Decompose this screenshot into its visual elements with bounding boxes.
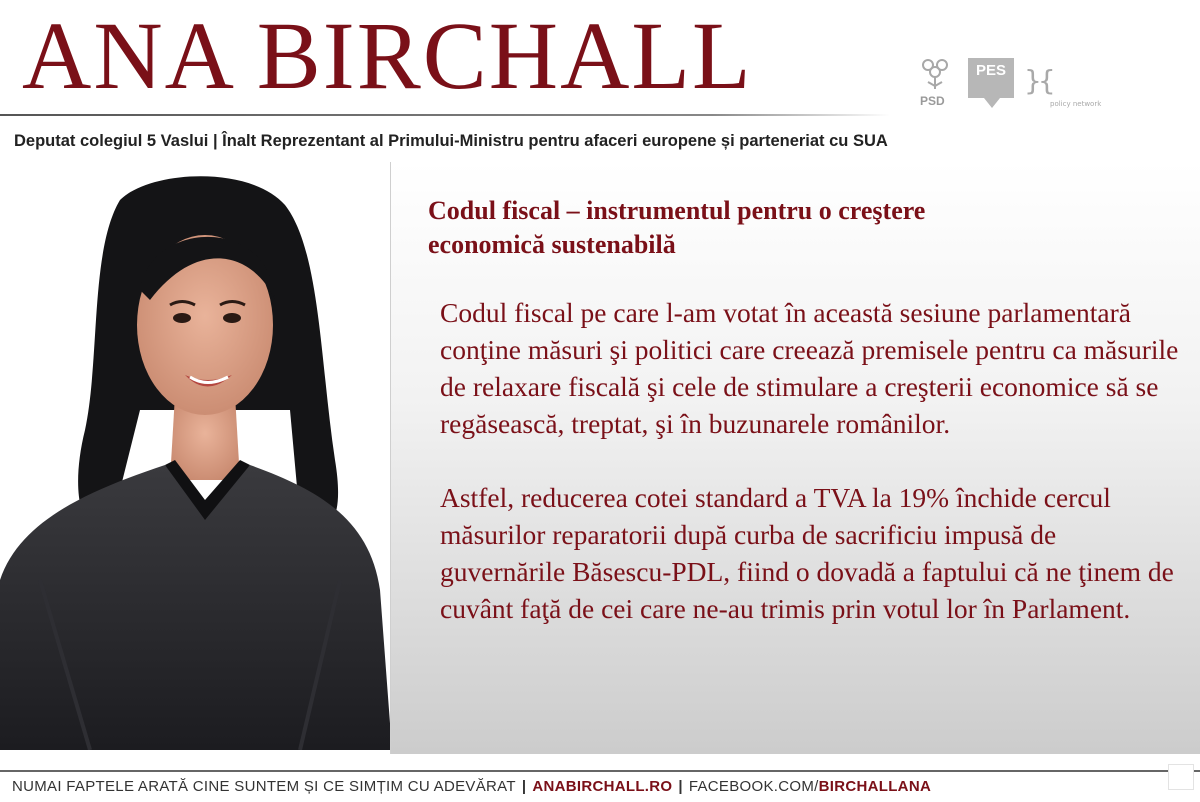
footer-line <box>12 778 931 795</box>
psd-logo <box>912 56 958 114</box>
facebook-link-prefix[interactable]: FACEBOOK.COM/ <box>688 778 819 795</box>
policy-network-logo <box>1024 60 1104 114</box>
article-body <box>440 294 1180 664</box>
header-divider <box>0 114 890 116</box>
portrait-illustration <box>0 160 392 750</box>
policy-network-label: policy network <box>1050 100 1102 108</box>
pes-logo: PES <box>968 58 1014 98</box>
footer-bar <box>0 770 1200 802</box>
footer-separator: | <box>678 778 683 795</box>
psd-logo-label: PSD <box>920 94 945 108</box>
corner-box <box>1168 764 1194 790</box>
party-logos <box>908 56 1108 116</box>
footer-separator: | <box>521 778 527 795</box>
website-link[interactable]: ANABIRCHALL.RO <box>532 778 673 795</box>
facebook-link-handle[interactable]: BIRCHALLANA <box>818 778 932 795</box>
subtitle: Deputat colegiul 5 Vaslui | Înalt Reprezentant al Primului-Ministru pentru afaceri europene și parteneriat cu SUA <box>14 132 888 150</box>
article-paragraph: Codul fiscal pe care l-am votat în această sesiune parlamentară conţine măsuri şi politici care creează premisele pentru ca măsurile de relaxare fiscală şi cele de stimulare a creşterii economice să se regăsească, treptat, şi în buzunarele românilor. <box>440 297 1179 439</box>
portrait-photo <box>0 160 392 750</box>
rose-emblem-icon <box>918 56 952 90</box>
article-paragraph: Astfel, reducerea cotei standard a TVA la 19% închide cercul măsurilor reparatorii după curba de sacrificiu impusă de guvernările Băsescu-PDL, fiind o dovadă a faptului că ne ţinem de cuvânt faţă de cei care ne-au trimis prin votul lor în Parlament. <box>440 482 1174 624</box>
page-title: ANA BIRCHALL <box>22 2 753 109</box>
policy-network-mark: }{ <box>1024 64 1052 97</box>
article-title: Codul fiscal – instrumentul pentru o creştere economică sustenabilă <box>428 196 926 259</box>
footer-slogan: NUMAI FAPTELE ARATĂ CINE SUNTEM ȘI CE SIMȚIM CU ADEVĂRAT <box>12 778 516 795</box>
